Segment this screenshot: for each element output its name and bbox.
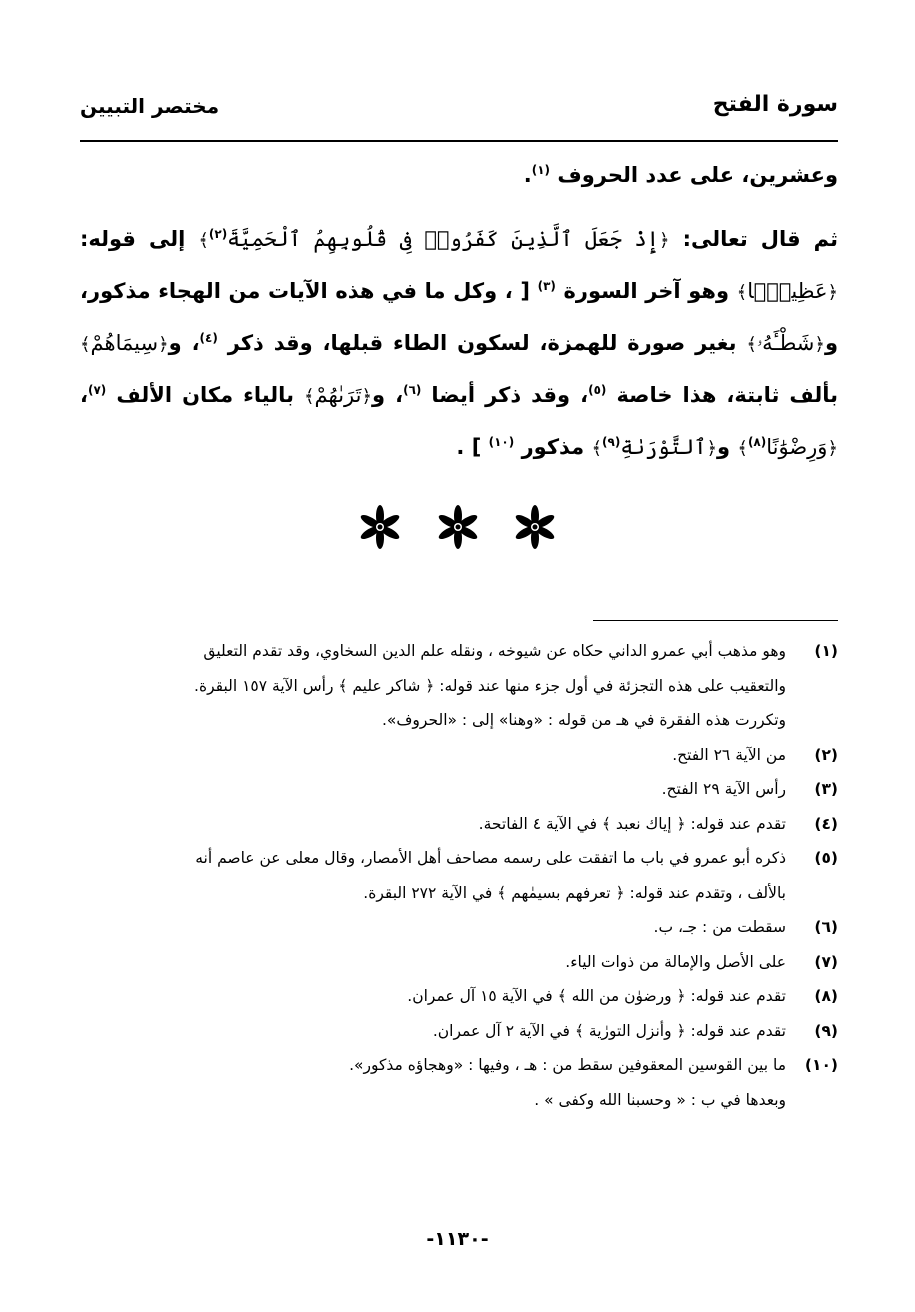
text-segment: . [523, 163, 532, 187]
book-title: مختصر التبيين [80, 94, 220, 118]
footnote-line: وبعدها في ب : « وحسبنا الله وكفى » . [534, 1090, 786, 1109]
footnote-line: والتعقيب على هذه التجزئة في أول جزء منها عند قوله: ﴿ شاكر عليم ﴾ رأس الآية ١٥٧ البقرة. [194, 676, 786, 695]
footnote-line: رأس الآية ٢٩ الفتح. [661, 780, 786, 798]
paragraph-2 [80, 214, 838, 474]
footnote-number: (٦) [814, 918, 838, 936]
ornate-bracket-open: ﴿ [158, 334, 169, 355]
text-segment: بغير صورة للهمزة، لسكون الطاء قبلها، وقد ذكر [227, 331, 737, 355]
ornate-bracket-open: ﴿ [814, 334, 825, 355]
quran-quote: ٱلتَّوْرَىٰةِ [620, 435, 707, 459]
footnote-3 [80, 772, 838, 807]
footnote-ref-4: (٤) [199, 331, 218, 345]
footnote-ref-8: (٨) [747, 435, 767, 449]
ornate-bracket-open: ﴿ [827, 438, 838, 459]
footnote-ref-2: (٢) [208, 227, 228, 241]
footnote-number: (٤) [814, 814, 838, 833]
asterisk-ornament-icon [436, 505, 480, 553]
ornate-bracket-open: ﴿ [658, 230, 670, 251]
footnote-line: وتكررت هذه الفقرة في هـ من قوله : «وهنا» إلى : «الحروف». [381, 711, 786, 729]
footnote-line: من الآية ٢٦ الفتح. [672, 745, 786, 764]
ornate-bracket-close: ﴾ [737, 438, 748, 459]
footnote-2 [80, 738, 838, 773]
footnote-number: (٣) [814, 780, 838, 798]
text-segment: ، [80, 383, 88, 407]
ornate-bracket-close: ﴾ [198, 230, 209, 251]
quran-quote: تَرَىٰهُمْ [314, 383, 362, 407]
header-rule [80, 140, 838, 142]
text-segment: مذكور [521, 435, 585, 459]
quran-quote: إِذْ جَعَلَ ٱلَّذِينَ كَفَرُوا۟ فِى قُلُوبِهِمُ ٱلْحَمِيَّةَ [227, 227, 659, 251]
footnotes [80, 634, 838, 1117]
footnote-line: ما بين القوسين المعقوفين سقط من : هـ ، وفيها : «وهجاؤه مذكور». [349, 1056, 786, 1074]
running-header [80, 92, 838, 132]
ornate-bracket-open: ﴿ [361, 386, 373, 407]
text-segment: ، و [372, 383, 404, 407]
asterisk-ornament-icon [358, 505, 402, 553]
main-text [80, 150, 838, 474]
footnote-number: (٥) [814, 849, 838, 867]
footnote-number: (١) [814, 642, 838, 660]
footnote-9 [80, 1014, 838, 1049]
footnote-ref-6: (٦) [403, 383, 422, 397]
text-segment: بألف ثابتة، هذا خاصة [616, 383, 839, 407]
footnote-10 [80, 1048, 838, 1117]
footnote-line: على الأصل والإمالة من ذوات الياء. [565, 952, 786, 971]
text-segment: وهو آخر السورة [563, 279, 730, 303]
footnote-ref-9: (٩) [602, 435, 621, 449]
footnote-line: سقطت من : جـ، ب. [653, 918, 786, 936]
quran-quote: سِيمَاهُمْ [90, 331, 159, 355]
footnote-ref-1: (١) [531, 163, 551, 177]
footnote-6 [80, 910, 838, 945]
ornate-bracket-close: ﴾ [304, 386, 315, 407]
ornate-bracket-open: ﴿ [706, 438, 718, 459]
footnote-ref-5: (٥) [588, 383, 607, 397]
footnote-line: تقدم عند قوله: ﴿ ورضوٰن من الله ﴾ في الآية ١٥ آل عمران. [407, 987, 786, 1005]
quran-quote: عَظِيمًۢا [747, 279, 828, 303]
footnote-separator [593, 620, 838, 621]
ornate-bracket-close: ﴾ [736, 282, 748, 303]
footnote-number: (٨) [814, 987, 838, 1005]
footnote-ref-10: (١٠) [488, 435, 515, 449]
footnote-line: بالألف ، وتقدم عند قوله: ﴿ تعرفهم بسيمٰهم ﴾ في الآية ٢٧٢ البقرة. [363, 883, 786, 902]
footnote-8 [80, 979, 838, 1014]
footnote-7 [80, 945, 838, 980]
footnote-1 [80, 634, 838, 738]
footnote-number: (٧) [814, 952, 838, 971]
text-segment: ثم قال تعالى: [682, 227, 838, 251]
text-segment: ، وقد ذكر أيضا [431, 383, 589, 407]
footnote-number: (٢) [814, 745, 838, 764]
footnote-line: تقدم عند قوله: ﴿ إياك نعبد ﴾ في الآية ٤ الفاتحة. [478, 814, 786, 833]
ornate-bracket-close: ﴾ [80, 334, 91, 355]
surah-title: سورة الفتح [712, 92, 838, 117]
quran-quote: وَرِضْوَٰنًا [766, 435, 828, 459]
paragraph-1 [80, 150, 838, 200]
footnote-ref-3: (٣) [537, 279, 556, 293]
asterisk-ornament-icon [513, 505, 557, 553]
section-divider-stars [0, 505, 915, 553]
text-segment: ، و [168, 331, 200, 355]
page-number: -١١٣٠- [426, 1228, 489, 1250]
text-segment: بالياء مكان الألف [116, 383, 294, 407]
text-segment: ] . [456, 435, 482, 459]
text-segment: وعشرين، على عدد الحروف [557, 163, 838, 187]
footnote-number: (٩) [814, 1021, 838, 1040]
text-segment: إلى قوله: [80, 227, 186, 251]
footnote-4 [80, 807, 838, 842]
footnote-line: وهو مذهب أبي عمرو الداني حكاه عن شيوخه ، ونقله علم الدين السخاوي، وقد تقدم التعليق [203, 642, 786, 660]
text-segment: و [717, 435, 731, 459]
ornate-bracket-close: ﴾ [746, 334, 757, 355]
footnote-line: تقدم عند قوله: ﴿ وأنزل التورٰية ﴾ في الآية ٢ آل عمران. [432, 1021, 786, 1040]
text-segment: [ ، وكل ما في هذه الآيات من الهجاء مذكور، و [80, 279, 839, 355]
footnote-number: (١٠) [804, 1056, 838, 1074]
footnote-5 [80, 841, 838, 910]
quran-quote: شَطْـَٔهُۥ [756, 331, 815, 355]
ornate-bracket-open: ﴿ [827, 282, 839, 303]
ornate-bracket-close: ﴾ [591, 438, 603, 459]
footnote-ref-7: (٧) [87, 383, 107, 397]
footnote-line: ذكره أبو عمرو في باب ما اتفقت على رسمه مصاحف أهل الأمصار، وقال معلى عن عاصم أنه [195, 849, 786, 867]
